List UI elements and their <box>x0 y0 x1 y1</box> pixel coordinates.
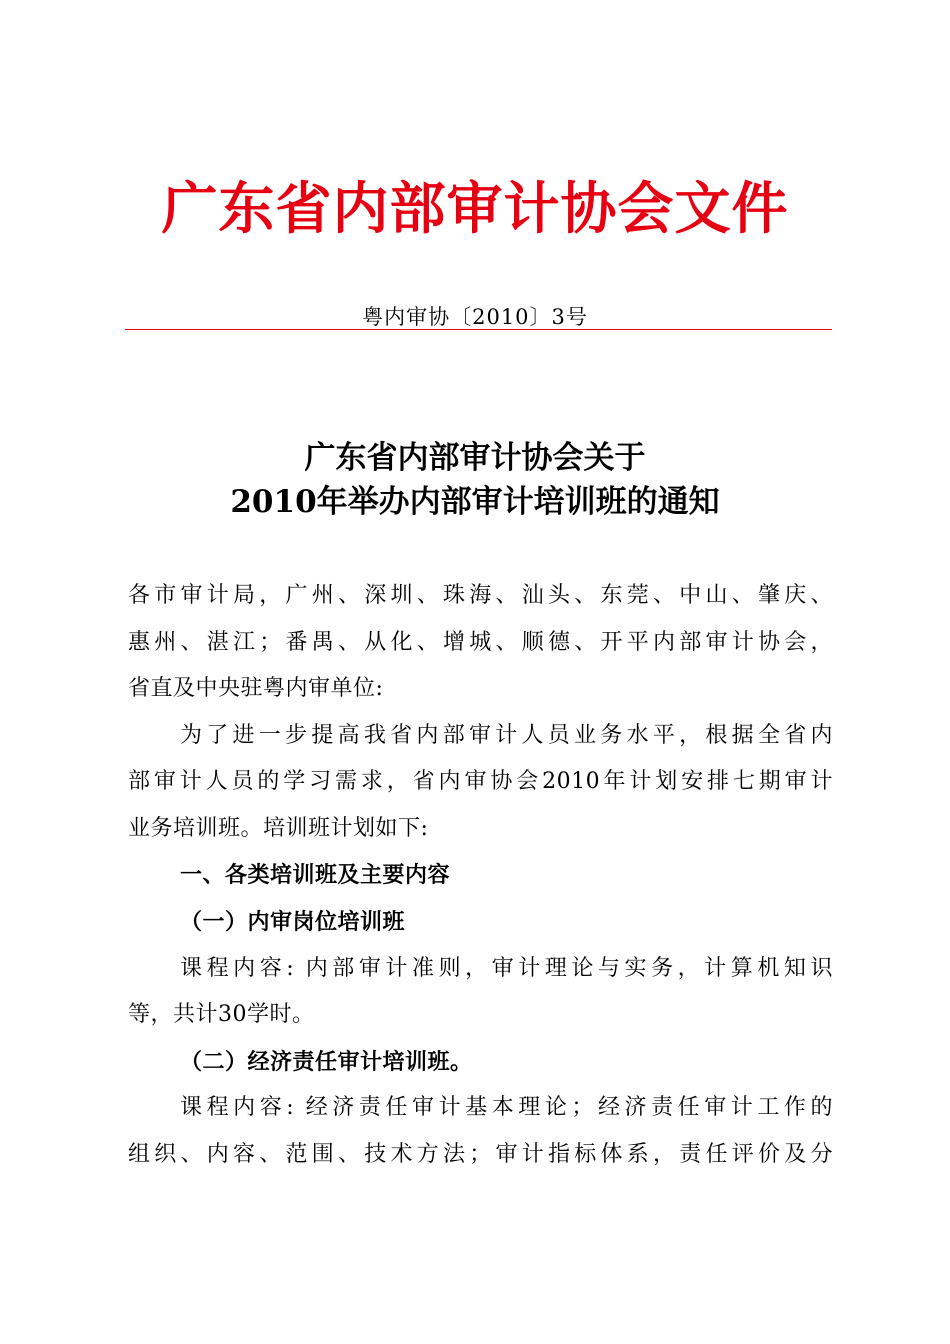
subsection-heading-2: （二）经济责任审计培训班。 <box>180 1049 473 1075</box>
subsection-1-content-line-2: 等，共计30学时。 <box>128 1002 315 1027</box>
subsection-heading-1: （一）内审岗位培训班 <box>180 909 406 935</box>
subsection-1-content-line-1: 课程内容: 内部审计准则，审计理论与实务，计算机知识 <box>180 956 833 981</box>
section-heading-1: 一、各类培训班及主要内容 <box>180 862 451 888</box>
subsection-2-content-line-1: 课程内容: 经济责任审计基本理论；经济责任审计工作的 <box>180 1095 833 1120</box>
recipients-line-3: 省直及中央驻粤内审单位: <box>128 676 384 701</box>
intro-line-1: 为了进一步提高我省内部审计人员业务水平，根据全省内 <box>180 723 833 748</box>
document-header-title: 广东省内部审计协会文件 <box>161 177 789 242</box>
notice-title-line-2: 2010年举办内部审计培训班的通知 <box>230 484 720 520</box>
subsection-2-content-line-2: 组织、内容、范围、技术方法；审计指标体系，责任评价及分 <box>128 1142 833 1167</box>
recipients-line-1: 各市审计局，广州、深圳、珠海、汕头、东莞、中山、肇庆、 <box>128 583 833 608</box>
notice-title-line-1: 广东省内部审计协会关于 <box>304 440 646 476</box>
intro-line-2: 部审计人员的学习需求，省内审协会2010年计划安排七期审计 <box>128 769 833 794</box>
red-divider-line <box>125 329 832 330</box>
document-number: 粤内审协〔2010〕3号 <box>362 305 588 329</box>
recipients-line-2: 惠州、湛江；番禺、从化、增城、顺德、开平内部审计协会， <box>128 630 833 655</box>
intro-line-3: 业务培训班。培训班计划如下: <box>128 816 429 841</box>
